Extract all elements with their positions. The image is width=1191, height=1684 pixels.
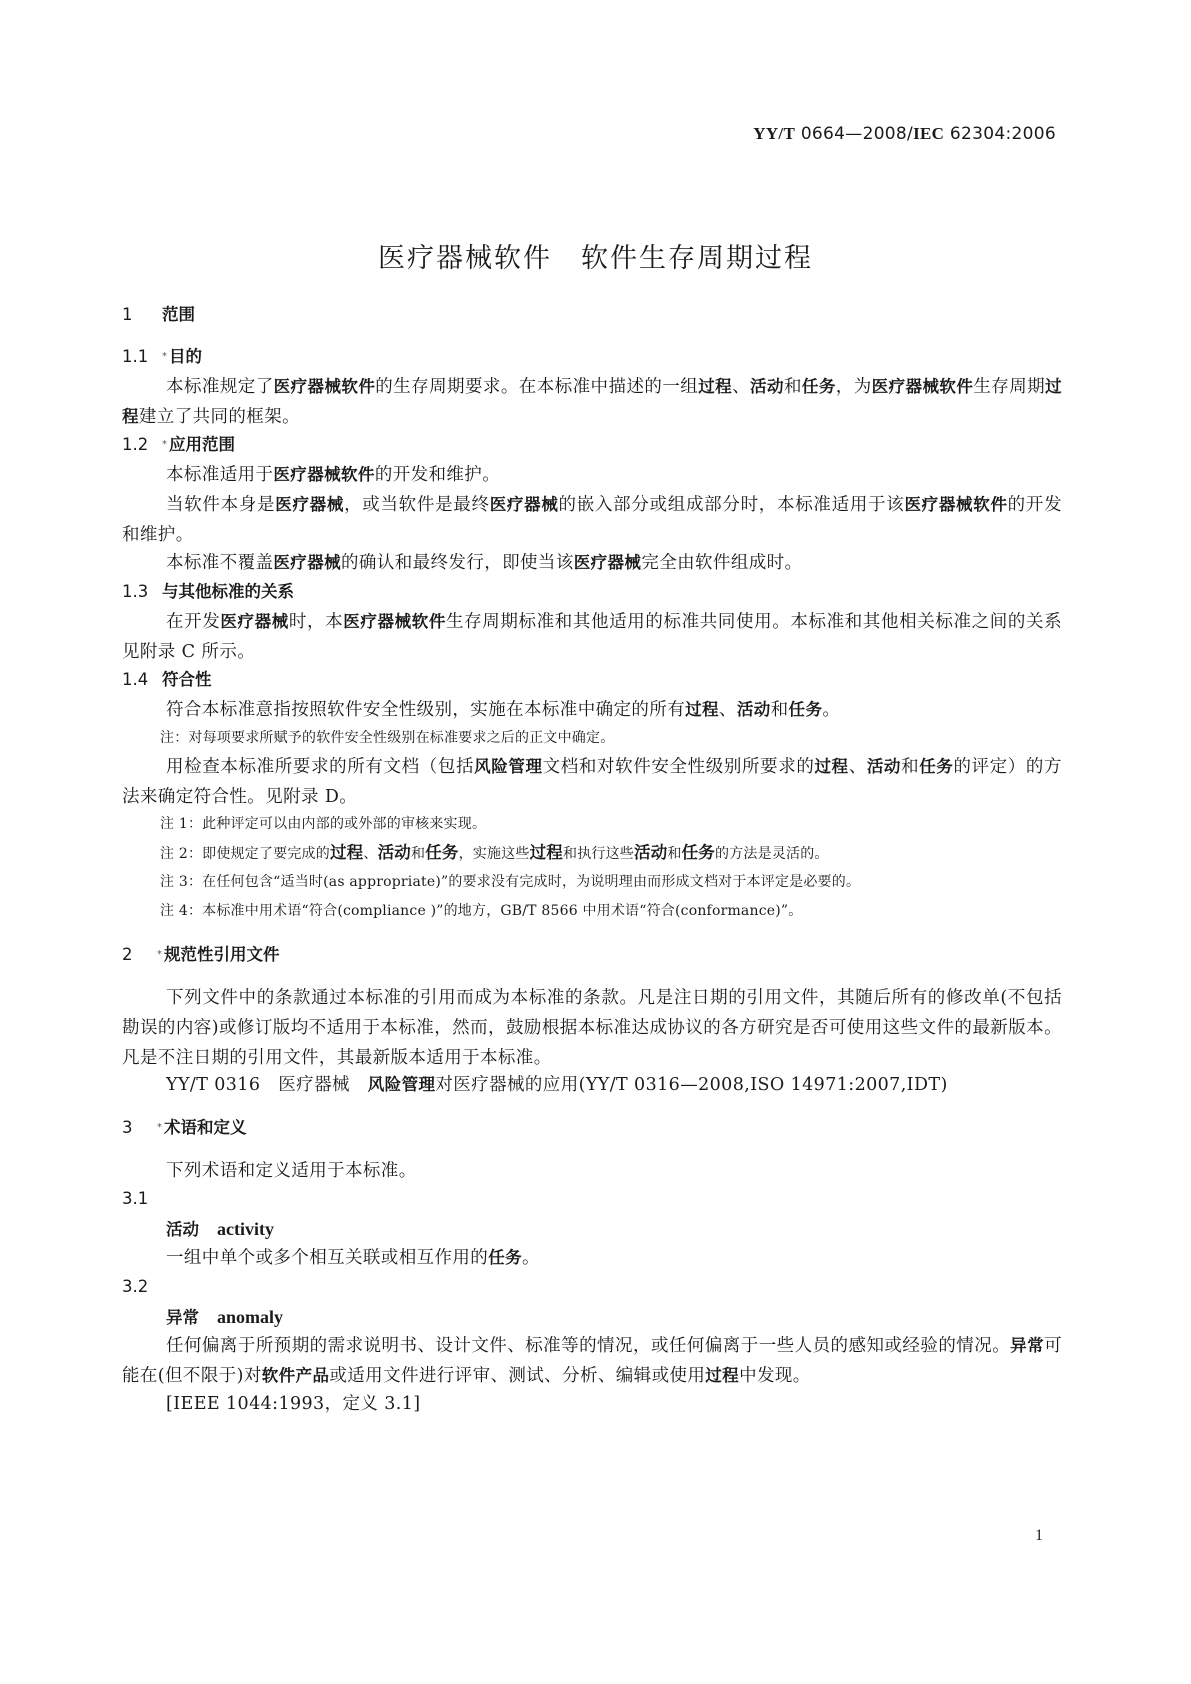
defined-term: 医疗器械软件	[273, 377, 376, 396]
note: 注：对每项要求所赋予的软件安全性级别在标准要求之后的正文中确定。	[160, 730, 615, 746]
defined-term: 过程	[122, 377, 1062, 426]
defined-term: 任务	[801, 377, 836, 396]
normative-reference: YY/T 0316 医疗器械 风险管理对医疗器械的应用(YY/T 0316—2008,ISO 14971:2007,IDT)	[166, 1075, 948, 1095]
defined-term: 医疗器械	[275, 495, 345, 514]
page-title: 医疗器械软件 软件生存周期过程	[378, 243, 813, 274]
term-definition: 任何偏离于所预期的需求说明书、设计文件、标准等的情况，或任何偏离于一些人员的感知或经验的情况。异常可能在(但不限于)对软件产品或适用文件进行评审、测试、分析、编辑或使用过程中发现。	[122, 1336, 1063, 1386]
paragraph: 下列文件中的条款通过本标准的引用而成为本标准的条款。凡是注日期的引用文件，其随后所有的修改单(不包括勘误的内容)或修订版均不适用于本标准，然而，鼓励根据本标准达成协议的各方研究是否可使用这些文件的最新版本。凡是不注日期的引用文件，其最新版本适用于本标准。	[122, 988, 1062, 1068]
term-number: 3.1	[122, 1189, 149, 1208]
defined-term: 风险管理	[474, 757, 543, 776]
defined-term: 异常	[1010, 1336, 1045, 1355]
defined-term: 任务	[681, 843, 716, 862]
defined-term: 医疗器械	[273, 553, 342, 572]
defined-term: 医疗器械	[220, 612, 289, 631]
defined-term: 医疗器械软件	[343, 612, 446, 631]
paragraph: 本标准不覆盖医疗器械的确认和最终发行，即使当该医疗器械完全由软件组成时。	[166, 553, 803, 573]
defined-term: 过程	[685, 700, 719, 719]
paragraph: 符合本标准意指按照软件安全性级别，实施在本标准中确定的所有过程、活动和任务。	[166, 700, 841, 720]
paragraph: 在开发医疗器械时，本医疗器械软件生存周期标准和其他适用的标准共同使用。本标准和其他相关标准之间的关系见附录 C 所示。	[122, 612, 1062, 662]
paragraph: 本标准适用于医疗器械软件的开发和维护。	[166, 465, 501, 485]
defined-term: 过程	[705, 1366, 740, 1385]
paragraph: 当软件本身是医疗器械，或当软件是最终医疗器械的嵌入部分或组成部分时，本标准适用于该医疗器械软件的开发和维护。	[122, 495, 1062, 545]
defined-term: 医疗器械软件	[273, 465, 375, 484]
term-definition: 一组中单个或多个相互关联或相互作用的任务。	[166, 1248, 540, 1268]
term-heading: 活动 activity	[166, 1219, 274, 1239]
defined-term: 软件产品	[261, 1366, 330, 1385]
defined-term: 任务	[919, 757, 954, 776]
document-number: YY/T 0664—2008/IEC 62304:2006	[753, 124, 1056, 144]
defined-term: 过程	[329, 843, 364, 862]
defined-term: 活动	[750, 377, 784, 396]
defined-term: 医疗器械	[489, 495, 559, 514]
defined-term: 任务	[488, 1248, 523, 1267]
term-number: 3.2	[122, 1277, 149, 1296]
defined-term: 任务	[788, 700, 823, 719]
section-heading-1-1: 1.1 * 目的	[122, 347, 202, 366]
section-heading-1-4: 1.4 符合性	[122, 670, 212, 689]
note-1: 注 1：此种评定可以由内部的或外部的审核来实现。	[160, 816, 487, 832]
term-heading: 异常 anomaly	[166, 1307, 284, 1327]
defined-term: 过程	[529, 843, 563, 862]
defined-term: 医疗器械软件	[904, 495, 1008, 514]
note-3: 注 3：在任何包含“适当时(as appropriate)”的要求没有完成时，为说明理由而形成文档对于本评定是必要的。	[160, 874, 861, 890]
defined-term: 过程	[698, 377, 733, 396]
paragraph: 本标准规定了医疗器械软件的生存周期要求。在本标准中描述的一组过程、活动和任务，为医疗器械软件生存周期过程建立了共同的框架。	[122, 377, 1062, 427]
defined-term: 风险管理	[367, 1075, 436, 1094]
paragraph: 下列术语和定义适用于本标准。	[166, 1161, 417, 1181]
defined-term: 医疗器械软件	[871, 377, 974, 396]
note-2: 注 2：即使规定了要完成的过程、活动和任务，实施这些过程和执行这些活动和任务的方法是灵活的。	[160, 843, 829, 862]
defined-term: 活动	[377, 843, 411, 862]
section-heading-1-3: 1.3 与其他标准的关系	[122, 582, 294, 601]
section-heading-3: 3 * 术语和定义	[122, 1118, 247, 1137]
section-heading-1: 1 范围	[122, 305, 195, 324]
defined-term: 任务	[425, 843, 459, 862]
page-number: 1	[1035, 1527, 1043, 1544]
defined-term: 医疗器械	[573, 553, 642, 572]
defined-term: 过程	[814, 757, 849, 776]
defined-term: 活动	[634, 843, 668, 862]
term-source: [IEEE 1044:1993，定义 3.1]	[166, 1394, 421, 1414]
defined-term: 活动	[866, 757, 902, 776]
defined-term: 活动	[736, 700, 771, 719]
section-heading-1-2: 1.2 * 应用范围	[122, 435, 235, 454]
paragraph: 用检查本标准所要求的所有文档（包括风险管理文档和对软件安全性级别所要求的过程、活动和任务的评定）的方法来确定符合性。见附录 D。	[122, 757, 1062, 807]
section-heading-2: 2 * 规范性引用文件	[122, 945, 280, 964]
note-4: 注 4：本标准中用术语“符合(compliance )”的地方，GB/T 8566 中用术语“符合(conformance)”。	[160, 903, 803, 919]
